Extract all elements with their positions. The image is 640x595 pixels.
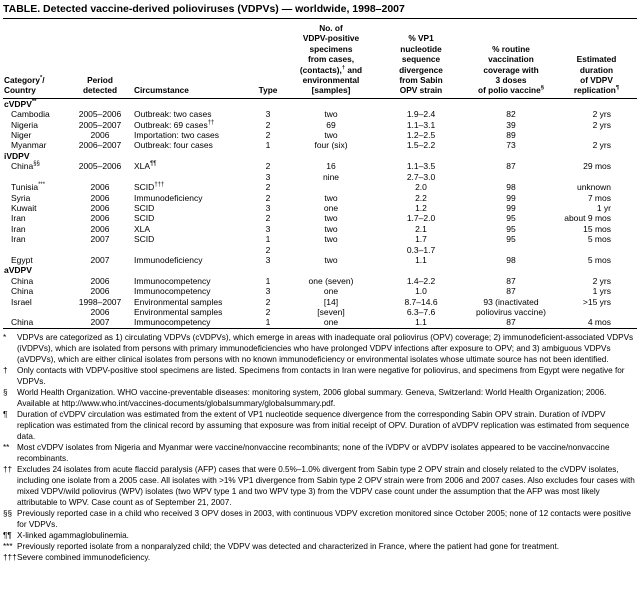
cell-period: 2006: [90, 275, 110, 286]
cell-coverage: 39: [506, 119, 516, 130]
cell-specimens: one: [323, 286, 339, 297]
cell-type: 2: [265, 161, 271, 172]
table-row: [3, 193, 637, 203]
cell-country: Egypt: [11, 254, 33, 265]
table-row: [3, 317, 637, 328]
cell-country: China: [11, 275, 34, 286]
cell-divergence: 1.1–3.5: [406, 161, 436, 172]
cell-period: 2006: [90, 202, 110, 213]
table-row: [3, 234, 637, 244]
cell-country: Syria: [11, 192, 31, 203]
cell-type: 2: [265, 192, 271, 203]
cell-circumstance: Immunodeficiency: [134, 192, 203, 203]
footnote-marker: ††: [3, 464, 13, 474]
footnote-marker: †††: [3, 552, 17, 562]
cell-divergence: 2.2: [415, 192, 427, 203]
cell-specimens: two: [324, 130, 338, 141]
cell-coverage: 87: [506, 317, 516, 328]
cell-divergence: 1.2–2.5: [406, 130, 436, 141]
cell-duration: >15 yrs: [582, 296, 611, 307]
cell-circumstance: Immunocompetency: [134, 317, 211, 328]
cell-type: 2: [265, 130, 271, 141]
cell-coverage: 99: [506, 202, 516, 213]
column-header-coverage: % routine vaccination coverage with 3 doses of polio vaccine§: [466, 20, 556, 98]
cell-specimens: nine: [322, 171, 340, 182]
cell-type: 3: [265, 171, 271, 182]
cell-divergence: 1.1–3.1: [406, 119, 436, 130]
footnote-text: Most cVDPV isolates from Nigeria and Myanmar were vaccine/nonvaccine recombinants; none of the iVDPV or aVDPV isolates appeared to be vaccine/nonvaccine recombinants.: [17, 442, 610, 463]
cell-period: [67, 172, 133, 182]
cell-circumstance: SCID: [134, 202, 155, 213]
cell-divergence: 2.1: [415, 223, 427, 234]
cell-specimens: [286, 182, 376, 192]
column-header-divergence: % VP1 nucleotide sequence divergence from Sabin OPV strain: [376, 20, 466, 98]
cell-period: 2005–2007: [78, 119, 122, 130]
cell-divergence: 6.3–7.6: [406, 306, 436, 317]
table-title: TABLE. Detected vaccine-derived polioviruses (VDPVs) — worldwide, 1998–2007: [3, 3, 637, 19]
cell-circumstance: Immunodeficiency: [134, 254, 203, 265]
table-row: [3, 286, 637, 296]
cell-country: China: [11, 286, 34, 297]
cell-circumstance: Outbreak: two cases: [134, 109, 212, 120]
cell-duration: 2 yrs: [592, 140, 611, 151]
cell-circumstance: SCID: [134, 234, 155, 245]
column-header-type: Type: [250, 20, 286, 98]
table-row: [3, 224, 637, 234]
cell-duration: unknown: [576, 182, 611, 193]
cell-coverage: 87: [506, 275, 516, 286]
cell-coverage: 73: [506, 140, 516, 151]
cell-circumstance: Environmental samples: [134, 296, 223, 307]
cell-country: [3, 245, 67, 255]
table-row: [3, 203, 637, 213]
cell-period: 2005–2006: [78, 161, 122, 172]
footnote: [3, 332, 637, 365]
footnote-text: Duration of cVDPV circulation was estimated from the extent of VP1 nucleotide sequence divergence from the corresponding Sabin OPV strain. Duration of iVDPV replication was estimated from the clinical record by assuming that exposure was from initial receipt of OPV. Duration of aVDPV replication was estimated from sequence data.: [17, 409, 630, 441]
footnote-marker: **: [3, 442, 10, 452]
cell-period: 1998–2007: [78, 296, 122, 307]
cell-country: Kuwait: [11, 202, 37, 213]
cell-specimens: 69: [326, 119, 336, 130]
cell-coverage: 87: [506, 161, 516, 172]
cell-duration: [556, 130, 637, 140]
cell-circumstance: Outbreak: 69 cases††: [134, 119, 215, 130]
footnote-marker: ¶: [3, 409, 8, 419]
table-row: [3, 297, 637, 307]
cell-period: 2006: [90, 286, 110, 297]
table-row: [3, 255, 637, 265]
cell-coverage: 87: [506, 286, 516, 297]
cell-duration: [556, 307, 637, 317]
cell-circumstance: Environmental samples: [134, 306, 223, 317]
cell-type: 3: [265, 286, 271, 297]
cell-circumstance: Importation: two cases: [134, 130, 220, 141]
cell-duration: 5 mos: [587, 254, 611, 265]
cell-divergence: 2.7–3.0: [406, 171, 436, 182]
cell-country: Cambodia: [11, 109, 50, 120]
table-row: [3, 182, 637, 192]
cell-coverage: poliovirus vaccine): [476, 306, 546, 317]
section-row: [3, 151, 637, 161]
cell-period: 2005–2006: [78, 109, 122, 120]
cell-duration: 29 mos: [583, 161, 611, 172]
section-label: cVDPV**: [4, 98, 37, 109]
cell-country: Tunisia***: [11, 182, 46, 193]
cell-period: 2007: [90, 317, 110, 328]
footnote-text: Severe combined immunodeficiency.: [17, 552, 151, 562]
column-header-specimens: No. of VDPV-positive specimens from cases, (contacts),† and environmental [samples]: [286, 20, 376, 98]
cell-period: 2007: [90, 254, 110, 265]
cell-coverage: 95: [506, 223, 516, 234]
cell-type: 2: [265, 182, 271, 193]
column-header-period: Period detected: [67, 20, 133, 98]
cell-divergence: 1.2: [415, 202, 427, 213]
column-header-country: Category*/ Country: [3, 20, 67, 98]
section-label: iVDPV: [4, 150, 30, 161]
cell-type: 1: [265, 140, 271, 151]
cell-divergence: 8.7–14.6: [404, 296, 438, 307]
cell-period: 2007: [90, 234, 110, 245]
section-row: [3, 98, 637, 109]
cell-circumstance: XLA: [134, 223, 151, 234]
footnote-text: Previously reported case in a child who received 3 OPV doses in 2003, with continuous VDPV excretion monitored since October 2005; none of 12 contacts were positive for VDPVs.: [17, 508, 631, 529]
cell-divergence: 2.0: [415, 182, 427, 193]
cell-coverage: [466, 172, 556, 182]
footnote-marker: ***: [3, 541, 13, 551]
cell-coverage: 82: [506, 109, 516, 120]
cell-period: [67, 245, 133, 255]
cell-country: [3, 307, 67, 317]
cell-duration: 2 yrs: [592, 119, 611, 130]
footnote: [3, 387, 637, 409]
cell-coverage: 98: [506, 182, 516, 193]
footnote-text: World Health Organization. WHO vaccine-preventable diseases: monitoring system, 2006 global summary. Geneva, Switzerland: World Health Organization; 2006. Available at http://www.who.int/vaccines-documents/globalsummary/globalsummary.pdf.: [17, 387, 607, 408]
footnote: [3, 409, 637, 442]
footnote-text: Excludes 24 isolates from acute flaccid paralysis (AFP) cases that were 0.5%–1.0% divergent from Sabin type 2 OPV strain and closely related to the cVDPV isolates, including one isolate from a 2005 case. All isolates with >1% VP1 divergence from Sabin type 2 OPV strain were from 2006 and 2007 cases. Also excludes four cases with mixed VDPV/wild poliovirus (WPV) isolates (two WPV type 1 and two WPV type 3) from the VDPV case count under the assumption that the AFP was most likely attributable to WPV. Case count as of September 21, 2007.: [17, 464, 635, 507]
footnote: [3, 552, 637, 563]
cell-duration: [556, 172, 637, 182]
cell-duration: 15 mos: [583, 223, 611, 234]
table-row: [3, 109, 637, 119]
table-row: [3, 213, 637, 223]
cell-period: 2006: [90, 192, 110, 203]
cell-circumstance: Immunocompetency: [134, 286, 211, 297]
cell-duration: 1 yrs: [592, 286, 611, 297]
cell-divergence: 1.5–2.2: [406, 140, 436, 151]
cell-divergence: 1.7: [415, 234, 427, 245]
cell-type: 2: [265, 296, 271, 307]
cell-type: 2: [265, 213, 271, 224]
cell-coverage: 99: [506, 192, 516, 203]
cell-period: 2006: [90, 223, 110, 234]
cell-period: 2006: [90, 182, 110, 193]
cell-duration: 7 mos: [587, 192, 611, 203]
cell-specimens: two: [324, 254, 338, 265]
cell-country: Iran: [11, 234, 26, 245]
cell-divergence: 1.1: [415, 317, 427, 328]
cell-type: 3: [265, 254, 271, 265]
cell-country: Iran: [11, 213, 26, 224]
cell-coverage: 93 (inactivated: [483, 296, 539, 307]
cell-duration: about 9 mos: [564, 213, 611, 224]
cell-specimens: 16: [326, 161, 336, 172]
vdpv-table: [3, 20, 637, 329]
table-row: [3, 140, 637, 150]
table-row: [3, 307, 637, 317]
cell-type: 3: [265, 202, 271, 213]
table-body: [3, 98, 637, 328]
footnote-marker: *: [3, 332, 7, 342]
table-row: [3, 161, 637, 171]
cell-duration: 2 yrs: [592, 109, 611, 120]
cell-circumstance: SCID†††: [134, 182, 165, 193]
cell-circumstance: [133, 245, 250, 255]
cell-type: 1: [265, 234, 271, 245]
cell-type: 2: [265, 244, 271, 255]
cell-coverage: 95: [506, 234, 516, 245]
cell-duration: 4 mos: [587, 317, 611, 328]
cell-coverage: 95: [506, 213, 516, 224]
cell-country: [3, 172, 67, 182]
cell-divergence: 0.3–1.7: [406, 244, 436, 255]
footnote-text: Previously reported isolate from a nonparalyzed child; the VDPV was detected and characterized in France, where the patient had gone for treatment.: [17, 541, 560, 551]
cell-circumstance: SCID: [134, 213, 155, 224]
footnote-marker: †: [3, 365, 8, 375]
column-header-duration: Estimated duration of VDPV replication¶: [556, 20, 637, 98]
footnote-marker: §§: [3, 508, 13, 518]
footnote: [3, 541, 637, 552]
cell-divergence: 1.4–2.2: [406, 275, 436, 286]
cell-specimens: one: [323, 317, 339, 328]
cell-divergence: 1.9–2.4: [406, 109, 436, 120]
cell-type: 1: [265, 275, 271, 286]
cell-specimens: two: [324, 223, 338, 234]
cell-period: 2006: [90, 130, 110, 141]
cell-duration: [556, 245, 637, 255]
cell-specimens: two: [324, 213, 338, 224]
header-row: [3, 20, 637, 98]
cell-specimens: one: [323, 202, 339, 213]
section-label: aVDPV: [4, 265, 32, 276]
cell-type: 2: [265, 119, 271, 130]
cell-circumstance: Immunocompetency: [134, 275, 211, 286]
cell-circumstance: XLA¶¶: [134, 161, 157, 172]
cell-type: 3: [265, 109, 271, 120]
cell-country: China§§: [11, 161, 40, 172]
cell-period: 2006: [90, 306, 110, 317]
cell-country: Niger: [11, 130, 32, 141]
footnote-text: X-linked agammaglobulinemia.: [17, 530, 129, 540]
cell-specimens: one (seven): [308, 275, 354, 286]
footnote-marker: ¶¶: [3, 530, 12, 540]
footnote-text: VDPVs are categorized as 1) circulating VDPVs (cVDPVs), which emerge in areas with inadequate oral poliovirus (OPV) coverage; 2) immunodeficient-associated VDPVs (iVDPVs), which are isolated from persons with primary immunodeficiencies who have prolonged VDPV infections after exposure to OPV; and 3) ambiguous VDPVs (aVDPVs), which are either clinical isolates from persons with no known immunodeficiency or environmental isolates whose ultimate source has not been identified.: [17, 332, 634, 364]
cell-period: 2006: [90, 213, 110, 224]
cell-period: 2006–2007: [78, 140, 122, 151]
cell-type: 3: [265, 223, 271, 234]
cell-specimens: two: [324, 234, 338, 245]
cell-coverage: 98: [506, 254, 516, 265]
cell-specimens: two: [324, 109, 338, 120]
cell-country: Myanmar: [11, 140, 47, 151]
footnote: [3, 442, 637, 464]
footnote: [3, 508, 637, 530]
footnotes: [3, 332, 637, 563]
cell-specimens: two: [324, 192, 338, 203]
cell-divergence: 1.0: [415, 286, 427, 297]
cell-country: Iran: [11, 223, 26, 234]
cell-duration: 2 yrs: [592, 275, 611, 286]
cell-specimens: [286, 245, 376, 255]
table-row: [3, 120, 637, 130]
footnote: [3, 530, 637, 541]
column-header-circumstance: Circumstance: [133, 20, 250, 98]
section-row: [3, 265, 637, 275]
cell-circumstance: [133, 172, 250, 182]
table-row: [3, 130, 637, 140]
footnote-marker: §: [3, 387, 8, 397]
cell-country: Nigeria: [11, 119, 38, 130]
cell-circumstance: Outbreak: four cases: [134, 140, 213, 151]
cell-specimens: four (six): [314, 140, 348, 151]
cell-country: China: [11, 317, 34, 328]
footnote: [3, 464, 637, 508]
cell-type: 1: [265, 317, 271, 328]
footnote: [3, 365, 637, 387]
cell-specimens: [14]: [323, 296, 339, 307]
cell-coverage: [466, 245, 556, 255]
cell-country: Israel: [11, 296, 32, 307]
table-row: [3, 245, 637, 255]
cell-divergence: 1.1: [415, 254, 427, 265]
footnote-text: Only contacts with VDPV-positive stool specimens are listed. Specimens from contacts in Iran were negative for poliovirus, and specimens from Egypt were negative for VDPVs.: [17, 365, 625, 386]
cell-type: 2: [265, 306, 271, 317]
cell-divergence: 1.7–2.0: [406, 213, 436, 224]
cell-coverage: 89: [506, 130, 516, 141]
cell-duration: 1 yr: [596, 202, 611, 213]
table-row: [3, 172, 637, 182]
table-row: [3, 276, 637, 286]
cell-duration: 5 mos: [587, 234, 611, 245]
cell-specimens: [seven]: [317, 306, 345, 317]
